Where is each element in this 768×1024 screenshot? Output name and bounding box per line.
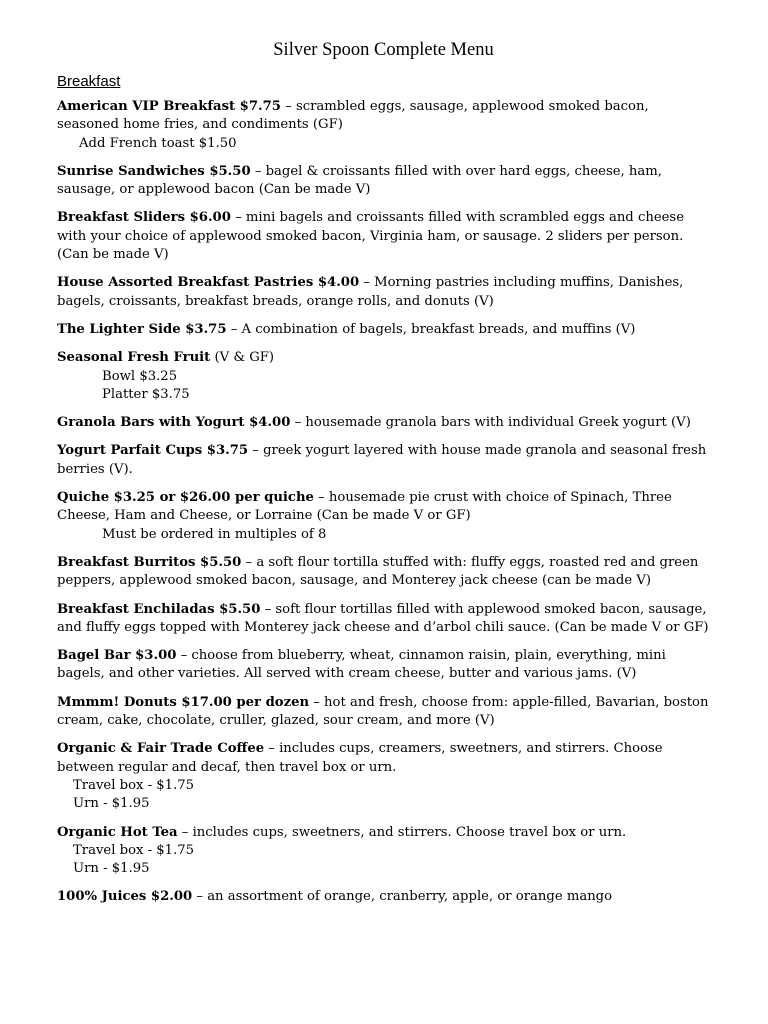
menu-item bbox=[57, 740, 710, 813]
menu-item bbox=[57, 647, 710, 684]
menu-item bbox=[57, 888, 710, 906]
menu-item-list bbox=[57, 98, 710, 907]
menu-item bbox=[57, 349, 710, 404]
menu-item-name: American VIP Breakfast $7.75 bbox=[57, 99, 281, 114]
menu-item-option: Bowl $3.25 bbox=[102, 368, 178, 384]
menu-item-name: Yogurt Parfait Cups $3.75 bbox=[57, 443, 249, 459]
menu-item bbox=[57, 414, 710, 432]
menu-item bbox=[57, 209, 710, 264]
menu-item-option: Add French toast $1.50 bbox=[79, 135, 237, 151]
menu-item-name: Quiche $3.25 or $26.00 per quiche bbox=[57, 490, 314, 506]
menu-item bbox=[57, 274, 710, 311]
menu-item-description: (V & GF) bbox=[210, 350, 275, 366]
menu-item-description: – housemade pie crust with choice of Spinach, Three Cheese, Ham and Cheese, or Lorraine (Can be made V or GF) bbox=[57, 490, 672, 524]
menu-item-description: – scrambled eggs, sausage, applewood smoked bacon, seasoned home fries, and condiments (GF) bbox=[57, 99, 649, 133]
menu-item-description: – includes cups, creamers, sweetners, and stirrers. Choose between regular and decaf, then travel box or urn. bbox=[57, 741, 663, 775]
menu-item-description: – hot and fresh, choose from: apple-filled, Bavarian, boston cream, cake, chocolate, cruller, glazed, sour cream, and more (V) bbox=[57, 694, 709, 729]
menu-item-description: – includes cups, sweetners, and stirrers. Choose travel box or urn. bbox=[177, 824, 627, 840]
menu-item-name: Seasonal Fresh Fruit bbox=[57, 350, 211, 366]
menu-item-name: Breakfast Sliders $6.00 bbox=[57, 210, 231, 226]
menu-item-description: – greek yogurt layered with house made granola and seasonal fresh berries (V). bbox=[57, 443, 707, 477]
menu-item-description: – bagel & croissants filled with over hard eggs, cheese, ham, sausage, or applewood bacon (Can be made V) bbox=[57, 163, 662, 198]
menu-item bbox=[57, 694, 710, 731]
menu-item-name: Mmmm! Donuts $17.00 per dozen bbox=[57, 694, 310, 710]
menu-item bbox=[57, 601, 710, 638]
menu-item-description: – housemade granola bars with individual Greek yogurt (V) bbox=[290, 415, 691, 431]
menu-item bbox=[57, 442, 710, 479]
menu-item-description: – A combination of bagels, breakfast breads, and muffins (V) bbox=[226, 321, 636, 337]
menu-item-name: House Assorted Breakfast Pastries $4.00 bbox=[57, 275, 360, 291]
section-heading-breakfast: Breakfast bbox=[57, 73, 121, 90]
menu-item-option: Urn - $1.95 bbox=[73, 796, 150, 812]
menu-item bbox=[57, 98, 710, 153]
menu-item-name: Granola Bars with Yogurt $4.00 bbox=[57, 415, 291, 431]
menu-item-option: Travel box - $1.75 bbox=[73, 842, 195, 858]
menu-item-description: – an assortment of orange, cranberry, apple, or orange mango bbox=[192, 889, 613, 905]
page-title: Silver Spoon Complete Menu bbox=[273, 40, 494, 60]
menu-item-description: – choose from blueberry, wheat, cinnamon raisin, plain, everything, mini bagels, and other varieties. All served with cream cheese, butter and various jams. (V) bbox=[57, 648, 666, 682]
menu-item-name: Breakfast Burritos $5.50 bbox=[57, 554, 242, 570]
menu-item-option: Platter $3.75 bbox=[102, 386, 190, 402]
menu-item-description: – Morning pastries including muffins, Danishes, bagels, croissants, breakfast breads, orange rolls, and donuts (V) bbox=[57, 275, 684, 309]
menu-item-name: Organic & Fair Trade Coffee bbox=[57, 741, 265, 757]
menu-item bbox=[57, 321, 710, 339]
menu-item-name: The Lighter Side $3.75 bbox=[57, 321, 227, 337]
menu-item bbox=[57, 554, 710, 591]
menu-item bbox=[57, 824, 710, 879]
menu-item bbox=[57, 489, 710, 544]
menu-item-description: – a soft flour tortilla stuffed with: fluffy eggs, roasted red and green peppers, applewood smoked bacon, sausage, and Monterey jack cheese (can be made V) bbox=[57, 554, 699, 589]
menu-item-name: 100% Juices $2.00 bbox=[57, 889, 193, 905]
menu-item-description: – mini bagels and croissants filled with scrambled eggs and cheese with your choice of applewood smoked bacon, Virginia ham, or sausage. 2 sliders per person. (Can be made V) bbox=[57, 210, 685, 263]
menu-item-option: Urn - $1.95 bbox=[73, 861, 150, 877]
menu-item-option: Must be ordered in multiples of 8 bbox=[102, 526, 327, 542]
menu-item-option: Travel box - $1.75 bbox=[73, 777, 195, 793]
menu-item-name: Organic Hot Tea bbox=[57, 824, 178, 840]
menu-item bbox=[57, 163, 710, 200]
menu-item-name: Bagel Bar $3.00 bbox=[57, 648, 177, 664]
menu-item-description: – soft flour tortillas filled with applewood smoked bacon, sausage, and fluffy eggs topped with Monterey jack cheese and d’arbol chili sauce. (Can be made V or GF) bbox=[57, 601, 709, 635]
menu-item-name: Breakfast Enchiladas $5.50 bbox=[57, 601, 261, 617]
menu-item-name: Sunrise Sandwiches $5.50 bbox=[57, 163, 251, 179]
